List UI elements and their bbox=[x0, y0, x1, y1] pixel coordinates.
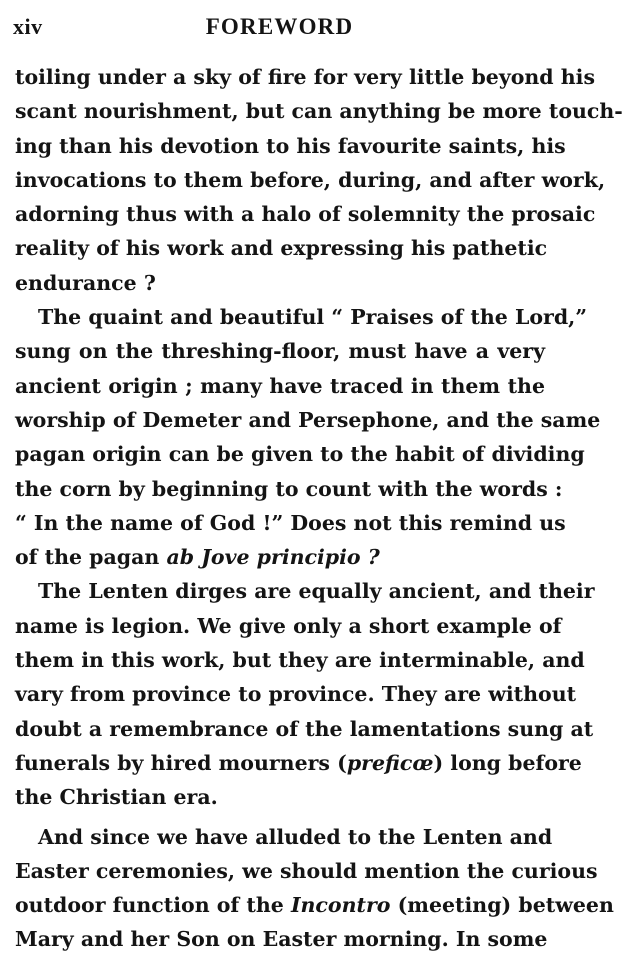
italic-phrase: ab Jove principio ? bbox=[166, 545, 380, 570]
paragraph bbox=[15, 60, 623, 300]
text-line: scant nourishment, but can anything be more touch- bbox=[15, 99, 623, 124]
running-title: FOREWORD bbox=[205, 14, 354, 39]
text-line: the Christian era. bbox=[15, 785, 218, 810]
text-run: funerals by hired mourners ( bbox=[15, 750, 347, 775]
body-text bbox=[15, 60, 623, 957]
text-line: pagan origin can be given to the habit of dividing bbox=[15, 442, 585, 467]
text-line: the corn by beginning to count with the words : bbox=[15, 476, 563, 501]
italic-word: Incontro bbox=[290, 893, 391, 918]
text-line: invocations to them before, during, and after work, bbox=[15, 167, 606, 192]
page-number: xiv bbox=[13, 14, 43, 39]
page-header bbox=[13, 14, 546, 44]
text-line: worship of Demeter and Persephone, and the same bbox=[15, 407, 601, 432]
text-line: them in this work, but they are interminable, and bbox=[15, 648, 585, 673]
text-line: toiling under a sky of fire for very little beyond his bbox=[15, 65, 596, 89]
text-line bbox=[15, 888, 614, 922]
text-line bbox=[15, 540, 545, 574]
text-line: doubt a remembrance of the lamentations sung at bbox=[15, 716, 594, 741]
text-line: Mary and her Son on Easter morning. In some bbox=[15, 927, 548, 952]
text-line: The Lenten dirges are equally ancient, and their bbox=[38, 579, 595, 604]
text-line: sung on the threshing-floor, must have a very bbox=[15, 339, 545, 364]
text-line: The quaint and beautiful “ Praises of the Lord,” bbox=[38, 305, 588, 330]
text-line: reality of his work and expressing his pathetic bbox=[15, 236, 548, 261]
text-line: vary from province to province. They are without bbox=[15, 682, 577, 707]
paragraph bbox=[15, 574, 595, 814]
text-line: “ In the name of God !” Does not this remind us bbox=[15, 510, 566, 535]
text-line: endurance ? bbox=[15, 270, 156, 295]
text-run: outdoor function of the bbox=[15, 893, 291, 918]
italic-word: preficœ bbox=[346, 750, 434, 775]
text-line: adorning thus with a halo of solemnity the prosaic bbox=[15, 202, 596, 227]
text-run: of the pagan bbox=[15, 545, 167, 570]
text-line: name is legion. We give only a short example of bbox=[15, 613, 562, 638]
text-line: Easter ceremonies, we should mention the curious bbox=[15, 858, 598, 883]
text-run: ) long before bbox=[433, 750, 582, 775]
paragraph bbox=[15, 820, 614, 957]
text-line: And since we have alluded to the Lenten and bbox=[38, 824, 553, 849]
text-line: ancient origin ; many have traced in them the bbox=[15, 373, 545, 398]
text-line bbox=[15, 746, 582, 780]
text-line: ing than his devotion to his favourite saints, his bbox=[15, 133, 566, 158]
text-run: (meeting) between bbox=[390, 893, 614, 918]
paragraph bbox=[15, 300, 601, 574]
